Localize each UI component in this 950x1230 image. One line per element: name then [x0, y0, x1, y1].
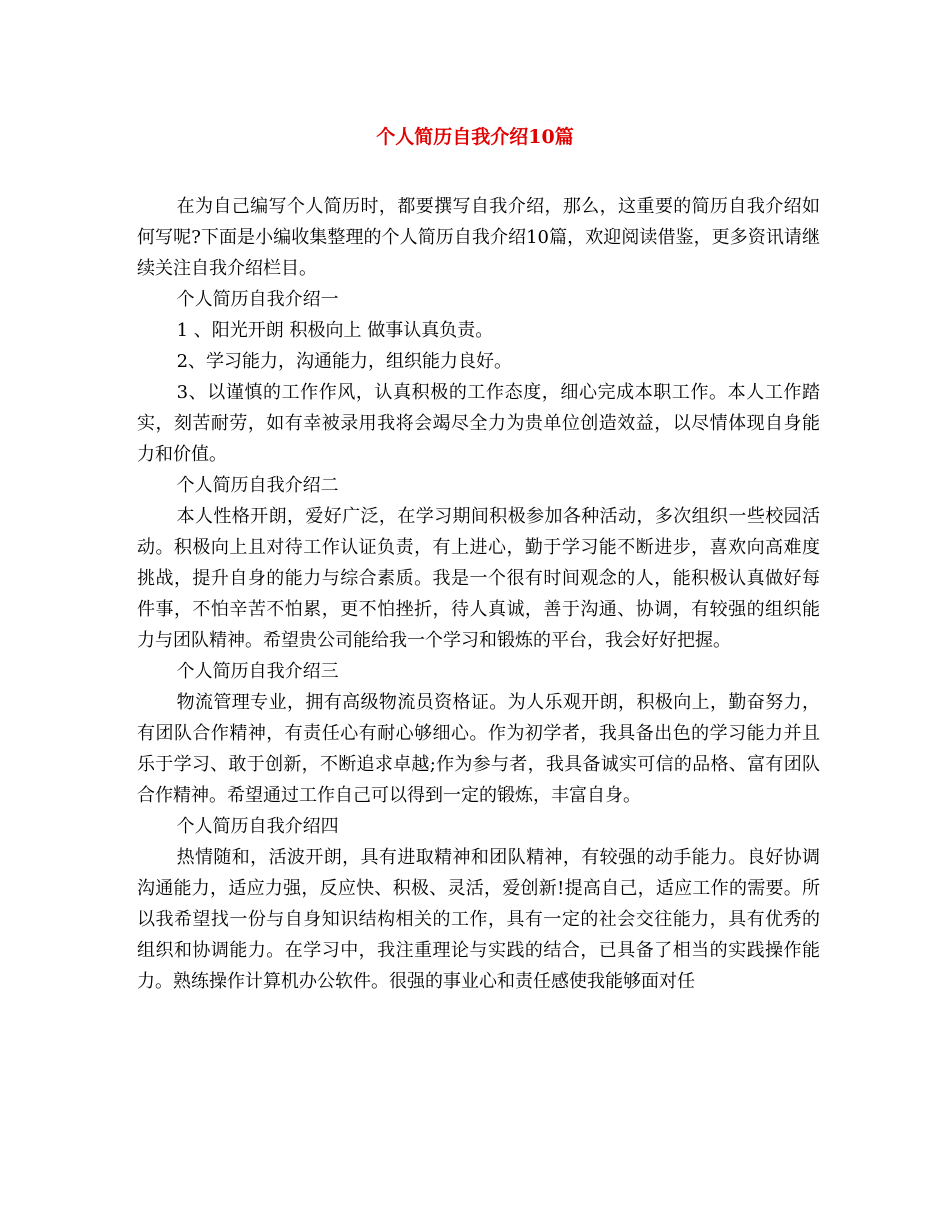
section-2-paragraph: 本人性格开朗，爱好广泛，在学习期间积极参加各种活动，多次组织一些校园活动。积极向上且对待工作认证负责，有上进心，勤于学习能不断进步，喜欢向高难度挑战，提升自身的能力与综合素质。我是一个很有时间观念的人，能积极认真做好每件事，不怕辛苦不怕累，更不怕挫折，待人真诚，善于沟通、协调，有较强的组织能力与团队精神。希望贵公司能给我一个学习和锻炼的平台，我会好好把握。	[137, 506, 820, 651]
document-body	[137, 191, 820, 997]
list-item-2: 2、学习能力，沟通能力，组织能力良好。	[176, 351, 513, 372]
section-4-paragraph: 热情随和，活波开朗，具有进取精神和团队精神，有较强的动手能力。良好协调沟通能力，适应力强，反应快、积极、灵活，爱创新!提高自己，适应工作的需要。所以我希望找一份与自身知识结构相关的工作，具有一定的社会交往能力，具有优秀的组织和协调能力。在学习中，我注重理论与实践的结合，已具备了相当的实践操作能力。熟练操作计算机办公软件。很强的事业心和责任感使我能够面对任	[137, 847, 820, 992]
list-item-1: 1 、阳光开朗 积极向上 做事认真负责。	[176, 320, 494, 341]
section-heading-1: 个人简历自我介绍一	[176, 289, 339, 310]
section-3-paragraph: 物流管理专业，拥有高级物流员资格证。为人乐观开朗，积极向上，勤奋努力，有团队合作精神，有责任心有耐心够细心。作为初学者，我具备出色的学习能力并且乐于学习、敢于创新，不断追求卓越;作为参与者，我具备诚实可信的品格、富有团队合作精神。希望通过工作自己可以得到一定的锻炼，丰富自身。	[137, 692, 820, 806]
list-item-3: 3、以谨慎的工作作风，认真积极的工作态度，细心完成本职工作。本人工作踏实，刻苦耐劳，如有幸被录用我将会竭尽全力为贵单位创造效益，以尽情体现自身能力和价值。	[137, 382, 820, 465]
section-heading-4: 个人简历自我介绍四	[176, 816, 339, 837]
section-heading-2: 个人简历自我介绍二	[176, 475, 339, 496]
section-heading-3: 个人简历自我介绍三	[176, 661, 339, 682]
intro-paragraph: 在为自己编写个人简历时，都要撰写自我介绍，那么，这重要的简历自我介绍如何写呢?下面是小编收集整理的个人简历自我介绍10篇，欢迎阅读借鉴，更多资讯请继续关注自我介绍栏目。	[137, 196, 820, 279]
document-title: 个人简历自我介绍10篇	[376, 126, 574, 148]
